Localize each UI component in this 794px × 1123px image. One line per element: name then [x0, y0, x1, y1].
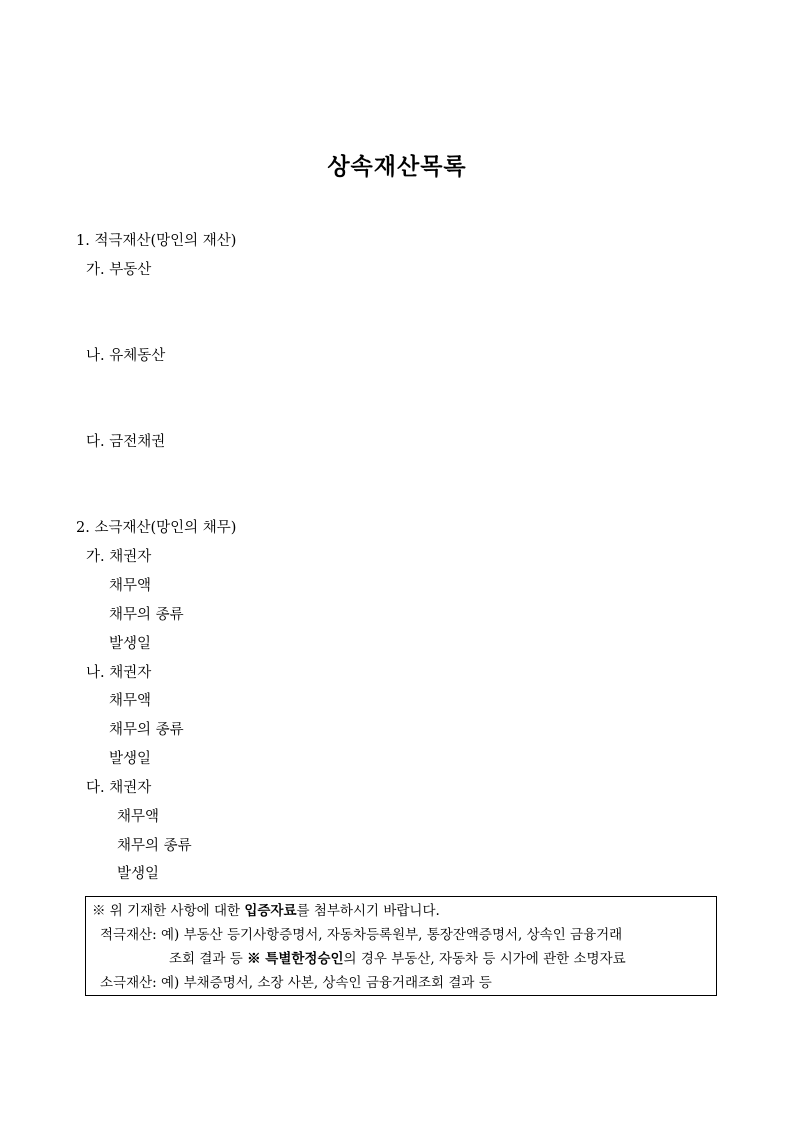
creditor-3-date: 발생일 — [117, 866, 160, 882]
creditor-2-label: 나. 채권자 — [86, 665, 152, 681]
creditor-2-type: 채무의 종류 — [109, 722, 184, 738]
creditor-3-label: 다. 채권자 — [86, 780, 152, 796]
section1-item-real-estate: 가. 부동산 — [86, 262, 152, 278]
note-line-4: 소극재산: 예) 부채증명서, 소장 사본, 상속인 금융거래조회 결과 등 — [100, 975, 492, 991]
creditor-1-amount: 채무액 — [109, 578, 152, 594]
section1-heading: 1. 적극재산(망인의 재산) — [76, 233, 237, 249]
document-title: 상속재산목록 — [327, 153, 467, 180]
note-line-2: 적극재산: 예) 부동산 등기사항증명서, 자동차등록원부, 통장잔액증명서, 상속인 금융거래 — [100, 927, 623, 943]
note-line-3-bold: ※ 특별한정승인 — [247, 951, 344, 967]
creditor-2-date: 발생일 — [109, 751, 152, 767]
note-line-3-pre: 조회 결과 등 — [169, 951, 248, 967]
note-line-1-pre: ※ 위 기재한 사항에 대한 — [92, 903, 245, 919]
section1-item-monetary-claims: 다. 금전채권 — [86, 434, 166, 450]
creditor-1-date: 발생일 — [109, 636, 152, 652]
note-line-3 — [169, 951, 626, 968]
note-line-1-post: 를 첨부하시기 바랍니다. — [296, 903, 440, 919]
creditor-2-amount: 채무액 — [109, 693, 152, 709]
note-line-1 — [92, 903, 440, 920]
creditor-1-label: 가. 채권자 — [86, 549, 152, 565]
section2-heading: 2. 소극재산(망인의 채무) — [76, 520, 237, 536]
creditor-3-type: 채무의 종류 — [117, 838, 192, 854]
evidence-note-box — [85, 896, 717, 996]
note-line-1-bold: 입증자료 — [244, 903, 297, 919]
creditor-1-type: 채무의 종류 — [109, 607, 184, 623]
note-line-3-post: 의 경우 부동산, 자동차 등 시가에 관한 소명자료 — [343, 951, 626, 967]
section1-item-movables: 나. 유체동산 — [86, 348, 166, 364]
creditor-3-amount: 채무액 — [117, 809, 160, 825]
